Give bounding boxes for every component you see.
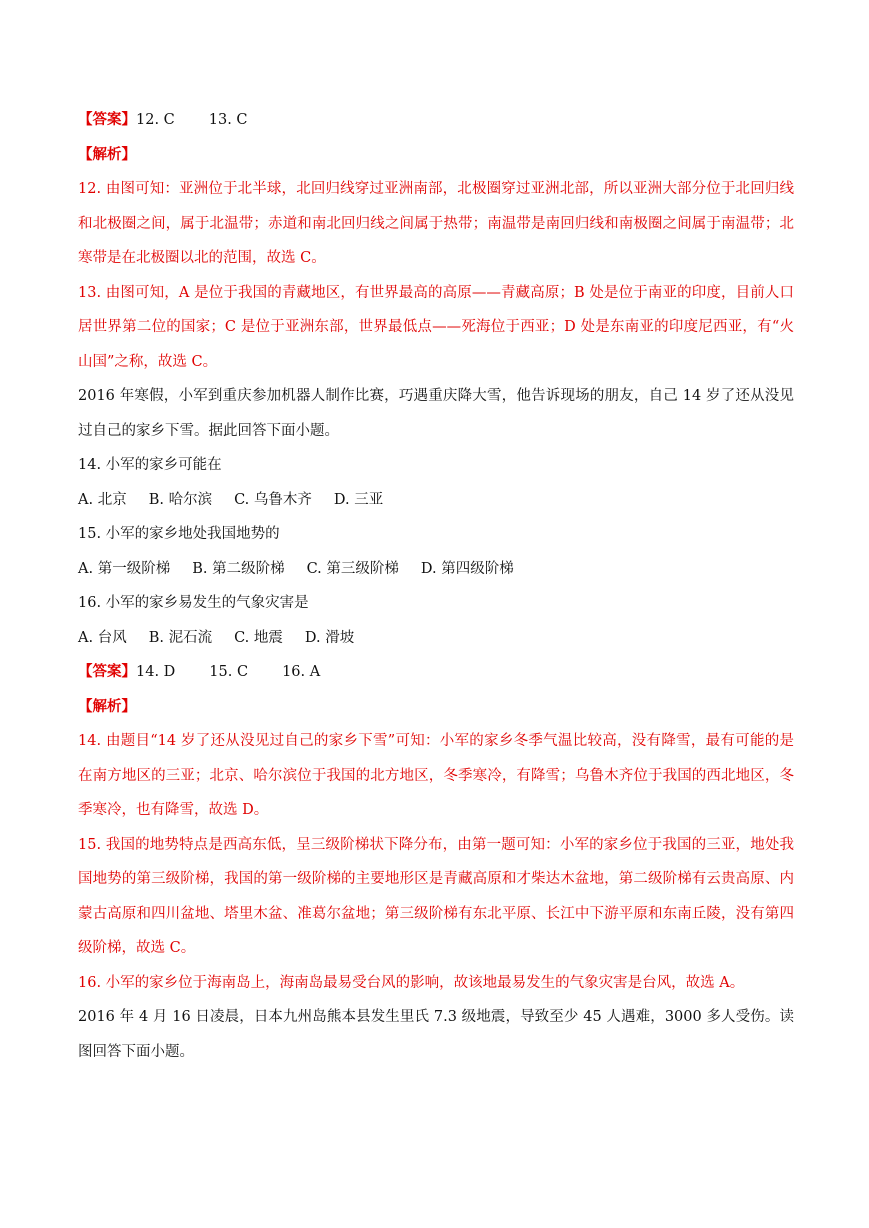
explanation-13: 13. 由图可知，A 是位于我国的青藏地区，有世界最高的高原——青藏高原；B 处是位于南亚的印度，目前人口居世界第二位的国家；C 是位于亚洲东部，世界最低点——死海位于西亚；D 处是东南亚的印度尼西亚，有“火山国”之称，故选 C。 xyxy=(78,284,794,370)
option-15-b: B. 第二级阶梯 xyxy=(192,560,285,577)
document-page xyxy=(78,103,794,1069)
answer-12: 12. C xyxy=(136,112,175,128)
answer-label: 【答案】 xyxy=(78,111,136,128)
option-14-d: D. 三亚 xyxy=(333,491,384,508)
question-stem-next: 2016 年 4 月 16 日凌晨，日本九州岛熊本县发生里氏 7.3 级地震，导致至少 45 人遇难，3000 多人受伤。读图回答下面小题。 xyxy=(78,1009,794,1060)
explanation-14: 14. 由题目“14 岁了还从没见过自己的家乡下雪”可知：小军的家乡冬季气温比较高，没有降雪，最有可能的是在南方地区的三亚；北京、哈尔滨位于我国的北方地区，冬季寒冷，有降雪；乌鲁木齐位于我国的西北地区，冬季寒冷，也有降雪，故选 D。 xyxy=(78,733,794,818)
option-15-a: A. 第一级阶梯 xyxy=(78,560,171,577)
option-16-a: A. 台风 xyxy=(78,629,127,646)
options-16 xyxy=(78,621,794,656)
answer-15: 15. C xyxy=(209,664,249,680)
answer-13: 13. C xyxy=(208,112,248,128)
answer-line-14-16 xyxy=(78,655,794,690)
option-16-c: C. 地震 xyxy=(234,629,283,646)
question-14: 14. 小军的家乡可能在 xyxy=(78,457,222,473)
analysis-label: 【解析】 xyxy=(78,145,136,163)
explanation-12: 12. 由图可知：亚洲位于北半球，北回归线穿过亚洲南部，北极圈穿过亚洲北部，所以亚洲大部分位于北回归线和北极圈之间，属于北温带；赤道和南北回归线之间属于热带；南温带是南回归线和南极圈之间属于南温带；北寒带是在北极圈以北的范围，故选 C。 xyxy=(78,181,794,266)
options-15 xyxy=(78,552,794,587)
question-stem-14-16: 2016 年寒假，小军到重庆参加机器人制作比赛，巧遇重庆降大雪，他告诉现场的朋友，自己 14 岁了还从没见过自己的家乡下雪。据此回答下面小题。 xyxy=(78,388,794,439)
option-15-c: C. 第三级阶梯 xyxy=(306,560,399,577)
answer-label: 【答案】 xyxy=(78,663,136,680)
answer-line-12-13 xyxy=(78,103,794,138)
option-16-b: B. 泥石流 xyxy=(148,629,213,646)
answer-16: 16. A xyxy=(282,664,321,680)
option-14-b: B. 哈尔滨 xyxy=(148,491,213,508)
options-14 xyxy=(78,483,794,518)
answer-14: 14. D xyxy=(136,664,176,680)
analysis-label: 【解析】 xyxy=(78,697,136,715)
option-14-c: C. 乌鲁木齐 xyxy=(234,491,312,508)
explanation-15: 15. 我国的地势特点是西高东低，呈三级阶梯状下降分布，由第一题可知：小军的家乡位于我国的三亚，地处我国地势的第三级阶梯，我国的第一级阶梯的主要地形区是青藏高原和才柴达木盆地，第二级阶梯有云贵高原、内蒙古高原和四川盆地、塔里木盆、准葛尔盆地；第三级阶梯有东北平原、长江中下游平原和东南丘陵，没有第四级阶梯，故选 C。 xyxy=(78,836,794,956)
option-15-d: D. 第四级阶梯 xyxy=(420,560,514,577)
explanation-16: 16. 小军的家乡位于海南岛上，海南岛最易受台风的影响，故该地最易发生的气象灾害是台风，故选 A。 xyxy=(78,974,745,991)
question-15: 15. 小军的家乡地处我国地势的 xyxy=(78,526,280,542)
option-16-d: D. 滑坡 xyxy=(304,629,355,646)
question-16: 16. 小军的家乡易发生的气象灾害是 xyxy=(78,595,309,611)
option-14-a: A. 北京 xyxy=(78,491,127,508)
